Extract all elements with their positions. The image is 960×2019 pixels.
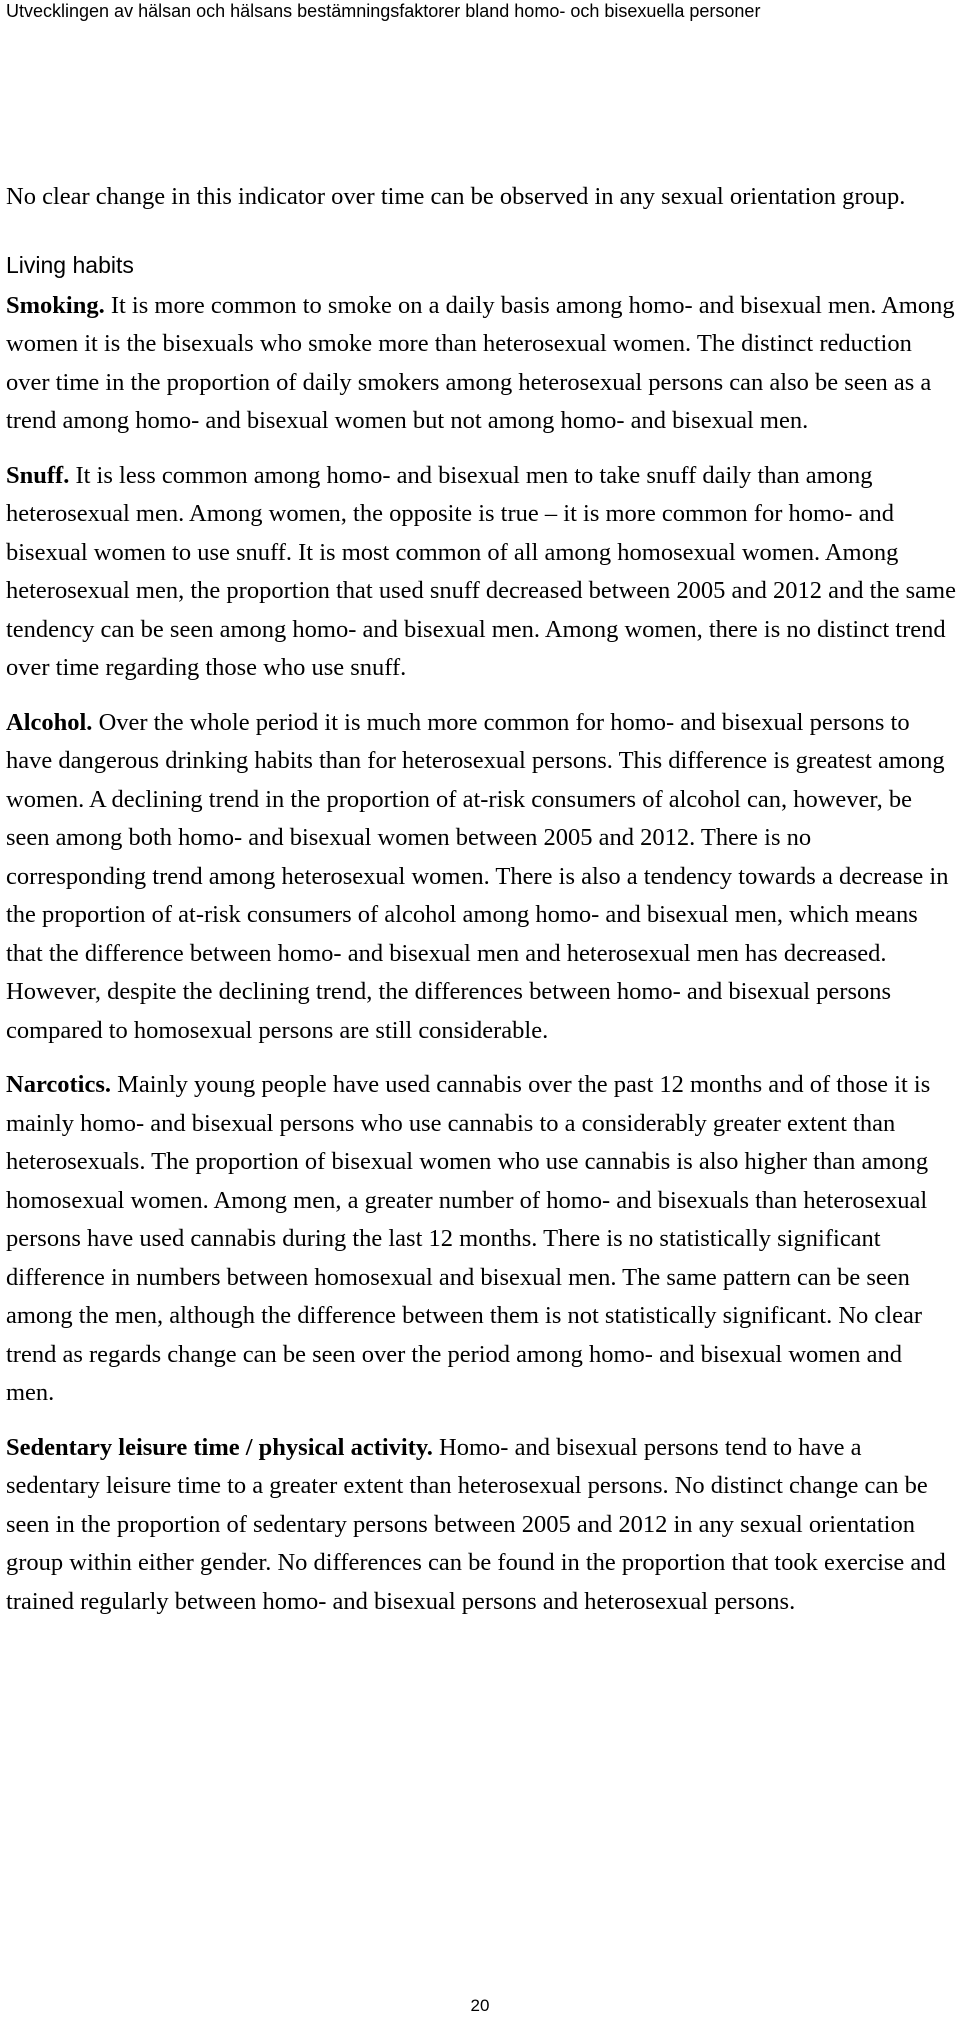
paragraph-body: Over the whole period it is much more common for homo- and bisexual persons to have dangerous drinking habits than for heterosexual persons. This difference is greatest among women. A declining trend in the proportion of at-risk consumers of alcohol can, however, be seen among both homo- and bisexual women between 2005 and 2012. There is no corresponding trend among heterosexual women. There is also a tendency towards a decrease in the proportion of at-risk consumers of alcohol among homo- and bisexual men, which means that the difference between homo- and bisexual men and heterosexual men has decreased. However, despite the declining trend, the differences between homo- and bisexual persons compared to homosexual persons are still considerable. (6, 708, 949, 1044)
paragraph-lead: Alcohol. (6, 708, 93, 736)
paragraph-narcotics (6, 1066, 956, 1413)
intro-paragraph: No clear change in this indicator over time can be observed in any sexual orientation group. (6, 183, 906, 210)
paragraph-sedentary (6, 1429, 956, 1622)
paragraph-smoking (6, 287, 956, 441)
paragraph-body: Mainly young people have used cannabis over the past 12 months and of those it is mainly homo- and bisexual persons who use cannabis to a considerably greater extent than heterosexuals. The proportion of bisexual women who use cannabis is also higher than among homosexual women. Among men, a greater number of homo- and bisexuals than heterosexual persons have used cannabis during the last 12 months. There is no statistically significant difference in numbers between homosexual and bisexual men. The same pattern can be seen among the men, although the difference between them is not statistically significant. No clear trend as regards change can be seen over the period among homo- and bisexual women and men. (6, 1071, 931, 1406)
paragraph-body: Homo- and bisexual persons tend to have a sedentary leisure time to a greater extent than heterosexual persons. No distinct change can be seen in the proportion of sedentary persons between 2005 and 2012 in any sexual orientation group within either gender. No differences can be found in the proportion that took exercise and trained regularly between homo- and bisexual persons and heterosexual persons. (6, 1433, 946, 1615)
paragraph-alcohol (6, 704, 956, 1051)
page-number: 20 (470, 1996, 490, 2015)
section-heading: Living habits (6, 251, 134, 278)
paragraph-body: It is more common to smoke on a daily basis among homo- and bisexual men. Among women it is the bisexuals who smoke more than heterosexual women. The distinct reduction over time in the proportion of daily smokers among heterosexual persons can also be seen as a trend among homo- and bisexual women but not among homo- and bisexual men. (6, 291, 955, 434)
paragraph-lead: Snuff. (6, 461, 70, 489)
paragraph-lead: Narcotics. (6, 1071, 111, 1098)
document-body (6, 178, 956, 1637)
paragraph-snuff (6, 457, 956, 688)
paragraph-lead: Smoking. (6, 291, 105, 319)
running-header: Utvecklingen av hälsan och hälsans bestämningsfaktorer bland homo- och bisexuella personer (6, 1, 761, 21)
paragraph-lead: Sedentary leisure time / physical activity. (6, 1433, 433, 1461)
paragraph-body: It is less common among homo- and bisexual men to take snuff daily than among heterosexual men. Among women, the opposite is true – it is more common for homo- and bisexual women to use snuff. It is most common of all among homosexual women. Among heterosexual men, the proportion that used snuff decreased between 2005 and 2012 and the same tendency can be seen among homo- and bisexual men. Among women, there is no distinct trend over time regarding those who use snuff. (6, 461, 956, 681)
